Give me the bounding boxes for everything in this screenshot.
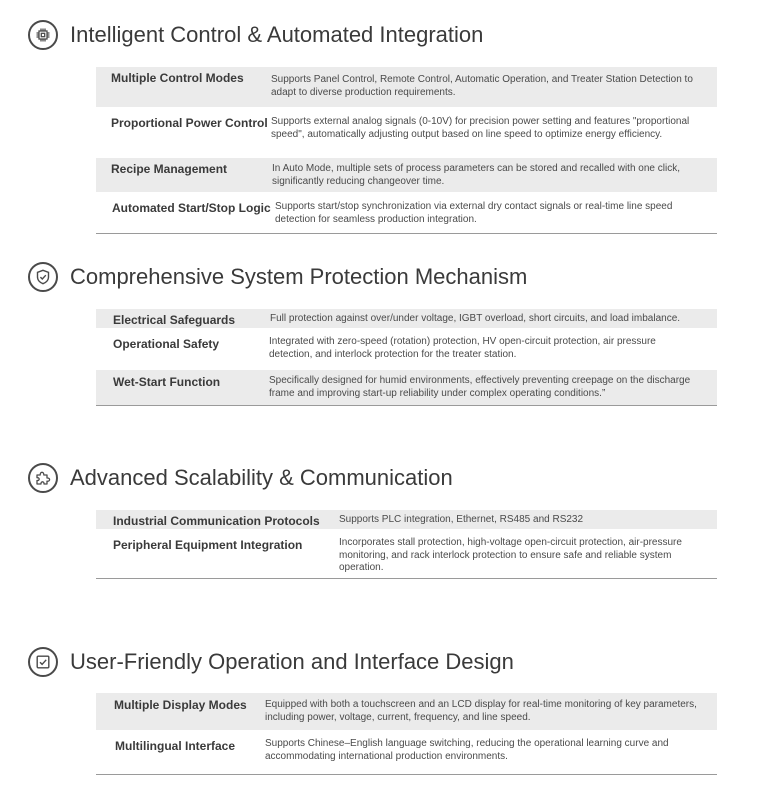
table-row (96, 67, 717, 107)
feature-description: Full protection against over/under voltage, IGBT overload, short circuits, and load imbalance. (270, 313, 681, 324)
feature-description: Supports Panel Control, Remote Control, Automatic Operation, and Treater Station Detection to adapt to diverse production requirements. (271, 74, 693, 98)
table-row (96, 309, 717, 328)
feature-description: Supports PLC integration, Ethernet, RS485 and RS232 (339, 514, 584, 525)
feature-name: Multiple Control Modes (111, 71, 244, 85)
feature-table (96, 309, 717, 406)
feature-description: Incorporates stall protection, high-voltage open-circuit protection, air-pressure monitoring, and rack interlock protection to ensure safe and reliable system operation. (339, 537, 682, 573)
section-title: User-Friendly Operation and Interface Design (70, 649, 514, 674)
feature-name: Automated Start/Stop Logic (112, 201, 271, 215)
section-title: Comprehensive System Protection Mechanism (70, 264, 528, 289)
feature-description: Supports external analog signals (0-10V) for precision power setting and features "proportional speed", automatically adjusting output based on line speed to optimize energy efficiency. (271, 116, 690, 140)
feature-table (96, 67, 717, 234)
table-row (96, 107, 717, 158)
feature-name: Multiple Display Modes (114, 698, 247, 712)
feature-name: Operational Safety (113, 337, 220, 351)
table-row (96, 328, 717, 370)
table-row (96, 370, 717, 405)
feature-description: Supports start/stop synchronization via external dry contact signals or real-time line speed detection for seamless production integration. (275, 201, 673, 225)
feature-name: Recipe Management (111, 162, 228, 176)
table-row (96, 192, 717, 233)
section-title: Intelligent Control & Automated Integration (70, 22, 484, 47)
feature-name: Industrial Communication Protocols (113, 514, 320, 528)
chip-icon (28, 20, 58, 50)
checkbox-icon (28, 647, 58, 677)
feature-name: Wet-Start Function (113, 375, 221, 389)
feature-description: Specifically designed for humid environments, effectively preventing creepage on the discharge frame and improving start-up reliability under complex operating conditions.” (269, 375, 691, 399)
feature-table (96, 693, 717, 775)
feature-name: Proportional Power Control (111, 116, 268, 130)
feature-table (96, 510, 717, 579)
feature-description: Supports Chinese–English language switching, reducing the operational learning curve and accommodating international production environments. (265, 738, 669, 762)
section-title: Advanced Scalability & Communication (70, 465, 453, 490)
feature-name: Peripheral Equipment Integration (113, 538, 303, 552)
feature-name: Electrical Safeguards (113, 313, 236, 327)
table-row (96, 730, 717, 774)
table-row (96, 693, 717, 730)
table-row (96, 529, 717, 578)
table-row (96, 158, 717, 192)
feature-description: Equipped with both a touchscreen and an LCD display for real-time monitoring of key parameters, including power, voltage, current, frequency, and line speed. (265, 699, 697, 723)
shield-check-icon (28, 262, 58, 292)
feature-description: In Auto Mode, multiple sets of process parameters can be stored and recalled with one click, significantly reducing changeover time. (272, 163, 680, 187)
puzzle-icon (28, 463, 58, 493)
feature-description: Integrated with zero-speed (rotation) protection, HV open-circuit protection, air pressure detection, and interlock protection for the treater station. (269, 336, 656, 360)
feature-name: Multilingual Interface (115, 739, 236, 753)
table-row (96, 510, 717, 529)
